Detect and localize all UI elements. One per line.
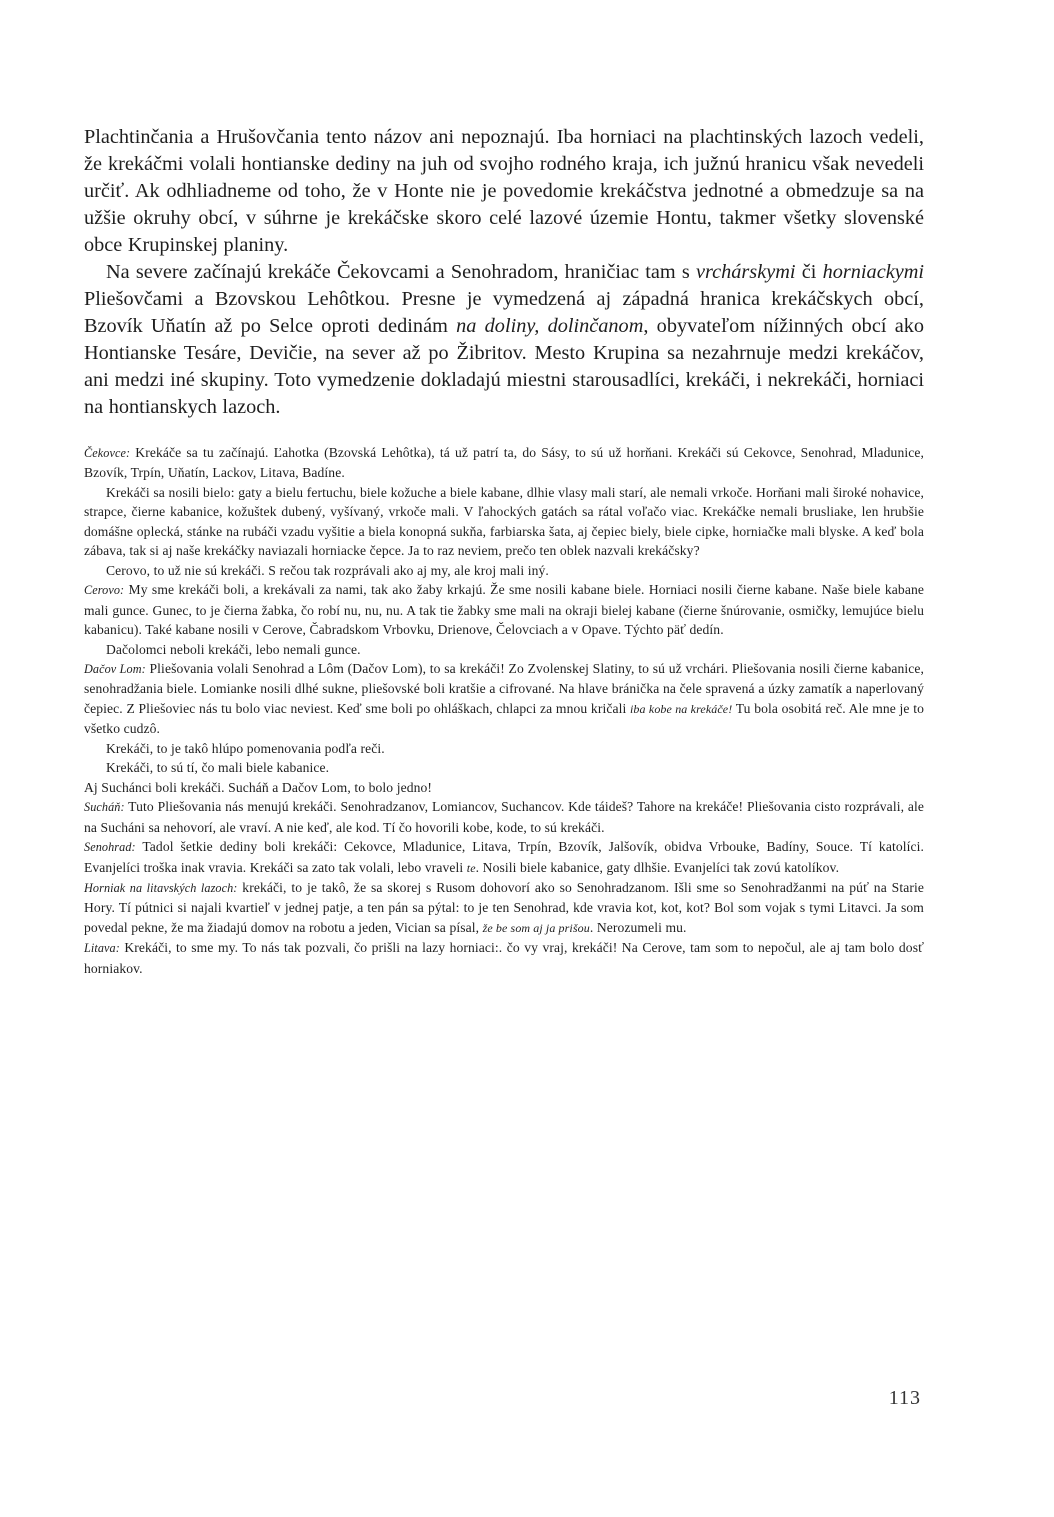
italic-quote: že be som aj ja prišou (482, 920, 590, 935)
page-body (84, 124, 924, 978)
paragraph-1: Plachtinčania a Hrušovčania tento názov ani nepoznajú. Iba horniaci na plachtinských lazoch vedeli, že krekáčmi volali hontianske dediny na juh od svojho rodného kraja, ich južnú hranicu však nevedeli určiť. Ak odhliadneme od toho, že v Honte nie je povedomie krekáčstva jednotné a obmedzuje sa na užšie okruhy obcí, v súhrne je krekáčske skoro celé lazové územie Hontu, takmer všetky slovenské obce Krupinskej planiny. (84, 126, 924, 256)
note-cekovce (84, 443, 924, 483)
text-run: Na severe začínajú krekáče Čekovcami a Senohradom, hraničiac tam s (106, 261, 696, 283)
text-run: či (795, 261, 823, 283)
note-paragraph: Krekáči sa nosili bielo: gaty a bielu fertuchu, biele kožuche a biele kabane, dlhie vlasy mali starí, ale nemali vrkoče. Horňani mali široké nohavice, strapce, čierne kabanice, kožuštek dubený, vyšívaný, vrkoče mali. V ľahockých gatách sa rátal voľačo viac. Krekáčke nemali brusliake, len hrubšie domášne oplecká, stánke na rubáči vzadu vyšitie a biela konopná sukňa, farbiarska šata, aj čepiec biely, biele cipke, horniačke mali blyske. A keď bola zábava, tak si aj naše krekáčky naviazali horniacke čepce. Ja to raz neviem, prečo ten oblek nazvali krekáčsky? (84, 484, 924, 559)
page-number: 113 (888, 1387, 921, 1409)
note-text: My sme krekáči boli, a krekávali za nami, tak ako žaby krkajú. Že sme nosili kabane biele. Horniaci nosili čierne kabane. Naše biele kabane mali gunce. Gunec, to je čierna žabka, čo robí nu, nu, nu. A tak tie žabky sme mali na okraji bielej kabane (čierne šnúrovanie, osmičky, lemujúce bielu kabanicu). Také kabane nosili v Cerove, Čabradskom Vrbovku, Drienove, Čelovciach a v Opave. Týchto päť dedín. (84, 582, 924, 638)
italic-quote: te (466, 860, 476, 875)
note-text: krekáči, to je takô, že sa skorej s Rusom dohovorí ako so Senohradzanom. Išli sme so Senohradžanmi na púť na Starie Hory. Tí pútnici si najali kvartieľ v jednej patje, a ten pán sa pýtal: to je ten Senohrad, kde vravia kot, kot, kot? Bol som vojak s tymi Litavci. Ja som povedal pekne, že ma žiadajú domov na robotu a jeden, Vician sa písal, (84, 879, 924, 935)
note-cerovo (84, 580, 924, 639)
text-run: Pliešovčami a Bzovskou Lehôtkou. Presne je vymedzená aj západná hranica krekáčskych obcí, Bzovík Uňatín až po Selce oproti dedinám (84, 288, 924, 337)
note-senohrad (84, 837, 924, 878)
field-notes (84, 443, 924, 978)
italic-term: na doliny, dolinčanom (456, 315, 644, 337)
location-label: Čekovce: (84, 446, 131, 460)
note-text: . Nerozumeli mu. (589, 919, 687, 935)
note-paragraph: Dačolomci neboli krekáči, lebo nemali gunce. (106, 641, 361, 657)
note-horniak (84, 878, 924, 938)
note-paragraph: Krekáči, to je takô hlúpo pomenovania podľa reči. (106, 740, 385, 756)
note-paragraph: Krekáči, to sú tí, čo mali biele kabanice. (106, 760, 330, 776)
note-text: Tu bola osobitá reč. Ale mne je to všetko cudzô. (84, 700, 924, 737)
note-litava (84, 938, 924, 978)
location-label: Horniak na litavských lazoch: (84, 880, 238, 895)
location-label: Dačov Lom: (84, 661, 146, 676)
note-paragraph: Cerovo, to už nie sú krekáči. S rečou tak rozprávali ako aj my, ale kroj mali iný. (106, 562, 549, 578)
note-paragraph: Aj Suchánci boli krekáči. Sucháň a Dačov Lom, to bolo jedno! (84, 779, 433, 795)
note-text: Krekáči, to sme my. To nás tak pozvali, čo prišli na lazy horniaci:. čo vy vraj, krekáči! Na Cerove, tam som to nepočul, ale aj tam bolo dosť horniakov. (84, 940, 924, 976)
location-label: Cerovo: (84, 583, 125, 598)
note-suchan (84, 797, 924, 837)
paragraph-2 (84, 259, 924, 421)
note-text: Pliešovania volali Senohrad a Lôm (Dačov Lom), to sa krekáči! Zo Zvolenskej Slatiny, to sú už vrchári. Pliešovania nosili čierne kabanice, senohradžania biele. Lomianke nosili dlhé sukne, pliešovské boli kratšie a cifrované. Na hlave bránička na čele spravená a úzky zamatík a naperlovaný čepiec. Z Pliešoviec nás tu bolo viac neviest. Keď sme boli po ohláškach, chlapci za mnou kričali (84, 660, 924, 716)
italic-term: horniackymi (822, 261, 924, 283)
location-label: Litava: (84, 941, 120, 956)
note-text: Tadol šetkie dediny boli krekáči: Cekovce, Mladunice, Litava, Trpín, Bzovík, Jalšovík, obidva Vrbouke, Badíny, Souce. Tí katolíci. Evanjelíci troška inak vravia. Krekáči sa zato tak volali, lebo vraveli (84, 839, 924, 875)
text-run: , obyvateľom nížinných obcí ako Hontianske Tesáre, Devičie, na sever až po Žibritov. Mesto Krupina sa nezahrnuje medzi krekáčov, ani medzi iné skupiny. Toto vymedzenie dokladajú miestni starousadlíci, krekáči, i nekrekáči, horniaci na hontianskych lazoch. (84, 315, 925, 418)
note-dacov-lom (84, 659, 924, 739)
italic-quote: iba kobe na krekáče! (630, 701, 733, 716)
location-label: Sucháň: (84, 800, 125, 815)
italic-term: vrchárskymi (695, 261, 796, 283)
note-text: . Nosili biele kabanice, gaty dlhšie. Evanjelíci tak zovú katolíkov. (475, 859, 840, 875)
location-label: Senohrad: (84, 840, 136, 855)
main-text (84, 124, 924, 421)
note-text: Tuto Pliešovania nás menujú krekáči. Senohradzanov, Lomiancov, Suchancov. Kde táideš? Tahore na krekáče! Pliešovania cisto rozprávali, ale na Sucháni sa nehovorí, ale vraví. A nie keď, ale kod. Tí čo hovorili kobe, kode, to sú krekáči. (84, 799, 924, 835)
note-text: Krekáče sa tu začínajú. Ľahotka (Bzovská Lehôtka), tá už patrí ta, do Sásy, to sú už horňani. Krekáči sú Cekovce, Senohrad, Mladunice, Bzovík, Trpín, Uňatín, Lackov, Litava, Badíne. (84, 445, 924, 481)
